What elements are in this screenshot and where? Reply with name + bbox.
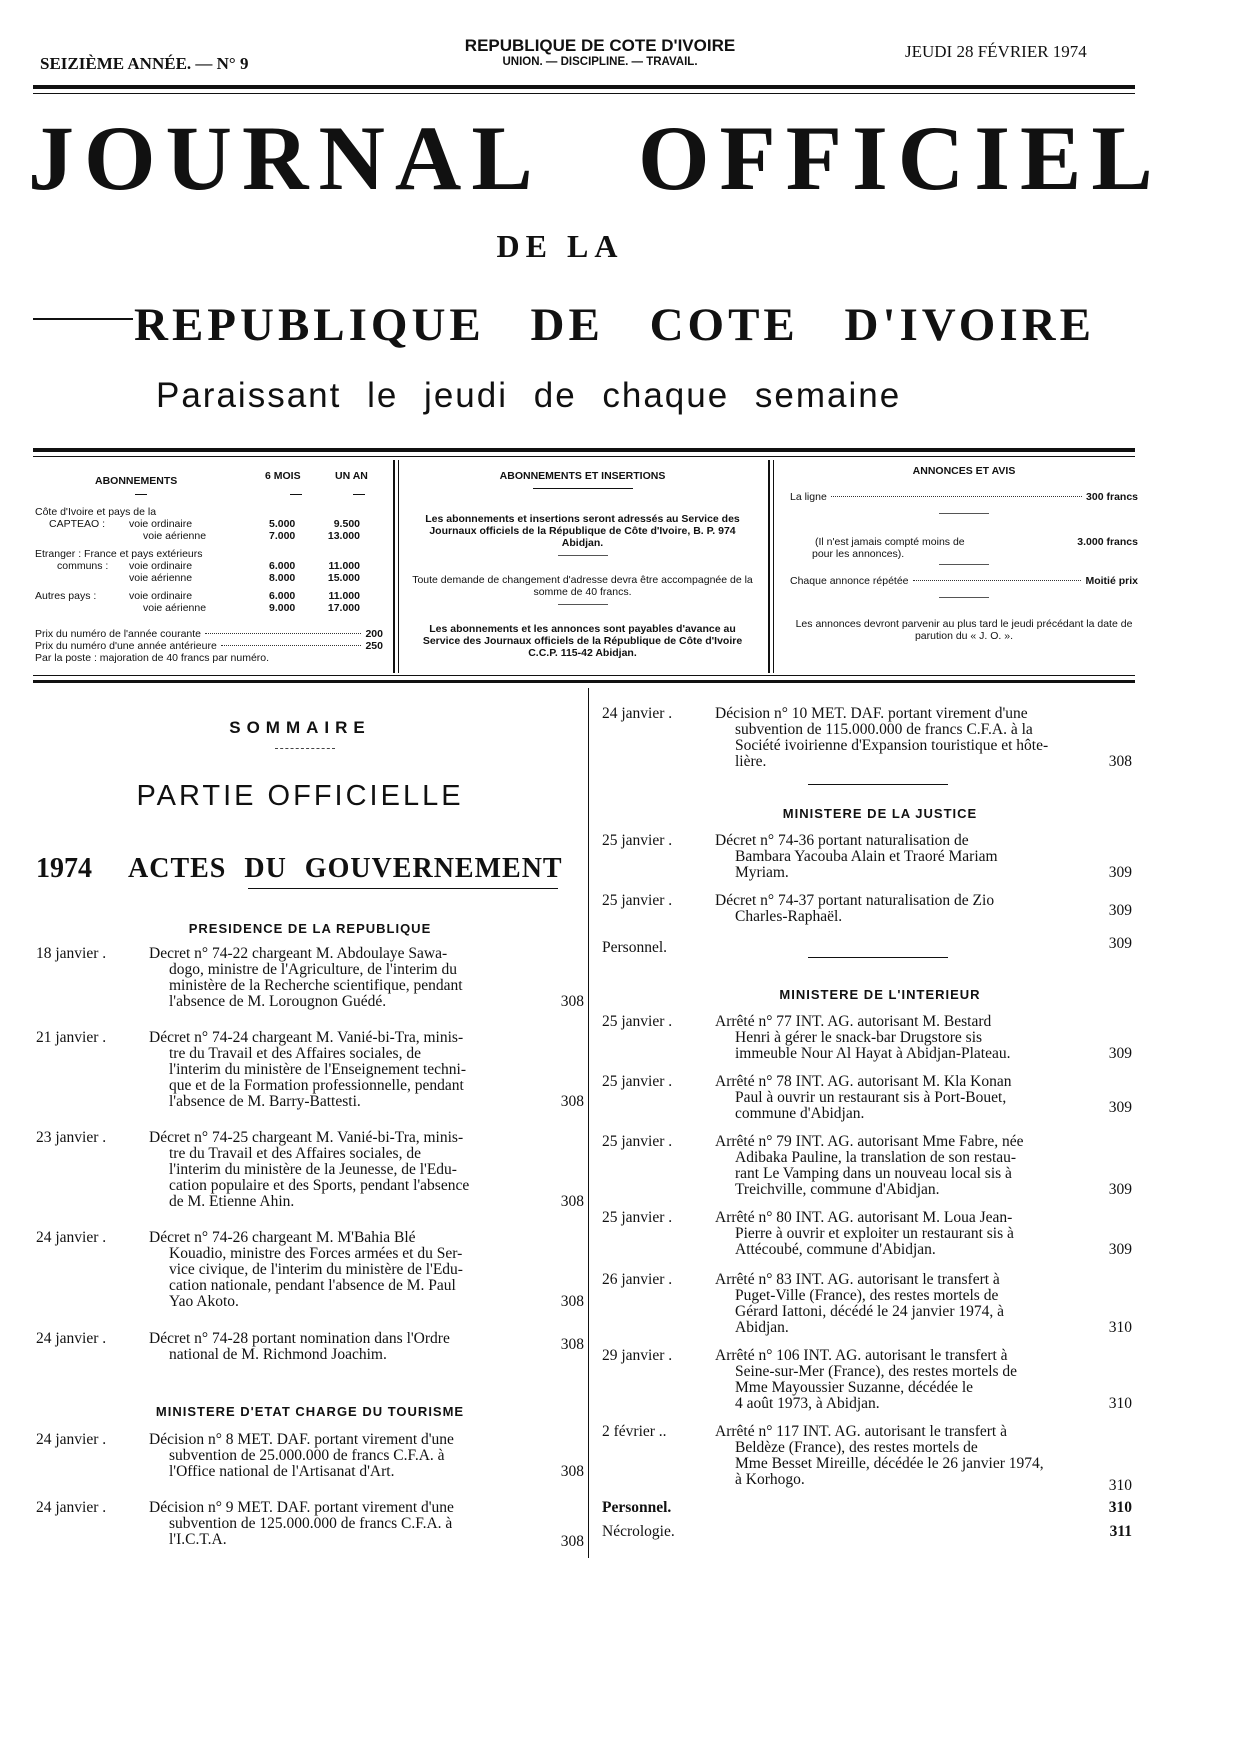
entry-line: commune d'Abidjan.	[735, 1105, 865, 1122]
actes-title: ACTES DU GOUVERNEMENT	[128, 853, 563, 884]
entry-page: 309	[1108, 864, 1132, 881]
entry-line: lière.	[735, 753, 767, 770]
payment-note: Les abonnements et les annonces sont payables d'avance au Service des Journaux officiels de la République de Côte d'Ivoire C.C.P. 115-42 Abidjan.	[422, 623, 743, 659]
entry-line: tre du Travail et des Affaires sociales, de	[169, 1145, 421, 1162]
rate-label: Etranger : France et pays extérieurs	[35, 548, 203, 560]
separator-short	[808, 957, 948, 958]
price-back-issue-value: 250	[365, 640, 383, 652]
entry-line: Arrêté n° 79 INT. AG. autorisant Mme Fabre, née	[715, 1133, 1024, 1150]
republic-title: REPUBLIQUE DE COTE D'IVOIRE	[134, 299, 1095, 351]
entry-page: 310	[1108, 1395, 1132, 1412]
entry-line: Henri à gérer le snack-bar Drugstore sis	[735, 1029, 983, 1046]
entry-line: tre du Travail et des Affaires sociales, de	[169, 1045, 421, 1062]
entry-line: Kouadio, ministre des Forces armées et du Ser-	[169, 1245, 463, 1262]
entry-line: Décision n° 10 MET. DAF. portant virement d'une	[715, 705, 1028, 722]
one-year-header: UN AN	[335, 470, 368, 482]
entry-line: Mme Besset Mireille, décédée le 26 janvier 1974,	[735, 1455, 1044, 1472]
entry-date: 24 janvier .	[36, 1499, 107, 1516]
entry-date: 2 février ..	[602, 1423, 667, 1440]
rate-label: voie ordinaire	[129, 518, 193, 530]
box-rule-top2	[33, 456, 1135, 457]
box-divider-2	[768, 460, 770, 673]
price-current-label: Prix du numéro de l'année courante	[35, 628, 202, 640]
box-divider-1	[393, 460, 395, 673]
entry-line: Myriam.	[735, 864, 789, 881]
actes-underline	[248, 888, 558, 889]
entry-line: Puget-Ville (France), des restes mortels de	[735, 1287, 999, 1304]
rate-value: 11.000	[328, 560, 360, 572]
entry-line: Décret n° 74-37 portant naturalisation de Zio	[715, 892, 995, 909]
entry-line: Société ivoirienne d'Expansion touristique et hôte-	[735, 737, 1049, 754]
rate-value: 13.000	[327, 530, 360, 542]
republic-left-stroke	[33, 318, 133, 320]
partie-officielle: PARTIE OFFICIELLE	[136, 780, 464, 812]
entry-line: Décret n° 74-24 chargeant M. Vanié-bi-Tra, minis-	[149, 1029, 464, 1046]
entry-line: Decret n° 74-22 chargeant M. Abdoulaye Sawa-	[149, 945, 448, 962]
entry-line: Décret n° 74-25 chargeant M. Vanié-bi-Tra, minis-	[149, 1129, 464, 1146]
masthead-rule-thin	[33, 93, 1135, 94]
entry-line: Décret n° 74-36 portant naturalisation de	[715, 832, 969, 849]
entry-page: 310	[1108, 1319, 1132, 1336]
publication-tagline: Paraissant le jeudi de chaque semaine	[156, 376, 902, 415]
entry-line: l'interim du ministère de l'Enseignement techni-	[169, 1061, 466, 1078]
entry-page: 308	[1108, 753, 1132, 770]
rate-value: 6.000	[269, 590, 296, 602]
entry-date: 18 janvier .	[36, 945, 107, 962]
entry-line: ministère de la Recherche scientifique, pendant	[169, 977, 463, 994]
entry-line: Abidjan.	[735, 1319, 789, 1336]
entry-page: 311	[1109, 1523, 1132, 1540]
entry-line: 4 août 1973, à Abidjan.	[735, 1395, 880, 1412]
rate-label: Autres pays :	[35, 590, 97, 602]
entry-line: Arrêté n° 78 INT. AG. autorisant M. Kla Konan	[715, 1073, 1012, 1090]
entry-page: 308	[560, 1193, 584, 1210]
section-justice: MINISTERE DE LA JUSTICE	[782, 806, 978, 821]
entry-date: 24 janvier .	[36, 1431, 107, 1448]
announcements-heading: ANNONCES ET AVIS	[912, 465, 1016, 477]
section-interieur: MINISTERE DE L'INTERIEUR	[779, 987, 981, 1002]
entry-page: 308	[560, 1463, 584, 1480]
journal-title-left: JOURNAL	[28, 107, 543, 209]
rate-label: voie ordinaire	[129, 590, 193, 602]
summary-title-rule	[275, 748, 335, 749]
entry-line: Arrêté n° 77 INT. AG. autorisant M. Bestard	[715, 1013, 992, 1030]
rate-value: 17.000	[327, 602, 360, 614]
entry-date: 23 janvier .	[36, 1129, 107, 1146]
entry-line: Gérard Iattoni, décédé le 24 janvier 1974, à	[735, 1303, 1004, 1320]
entry-date: Personnel.	[602, 939, 668, 956]
minimum-charge-value: 3.000 francs	[1077, 536, 1138, 548]
minimum-charge-note-2: pour les annonces).	[812, 548, 905, 560]
section-presidence: PRESIDENCE DE LA REPUBLIQUE	[188, 921, 432, 936]
subscriptions-heading: ABONNEMENTS	[95, 475, 178, 487]
subscriptions-section	[35, 470, 385, 664]
repeat-rate-label: Chaque annonce répétée	[790, 575, 909, 587]
entry-page: 309	[1108, 935, 1132, 952]
entry-date: 25 janvier .	[602, 1073, 673, 1090]
rate-label: voie aérienne	[143, 602, 207, 614]
entry-page: 310	[1108, 1477, 1132, 1494]
box-divider-2b	[773, 460, 774, 673]
rate-value: 7.000	[269, 530, 296, 542]
rate-label: CAPTEAO :	[49, 518, 106, 530]
entry-line: Pierre à ouvrir et exploiter un restaurant sis à	[735, 1225, 1014, 1242]
deadline-note: Les annonces devront parvenir au plus tard le jeudi précédant la date de parution du « J. O. ».	[795, 618, 1133, 642]
entry-line: Seine-sur-Mer (France), des restes mortels de	[735, 1363, 1018, 1380]
rate-label: voie aérienne	[129, 572, 193, 584]
rate-value: 11.000	[328, 590, 360, 602]
separator-short	[808, 784, 948, 785]
entry-line: Charles-Raphaël.	[735, 908, 843, 925]
actes-year: 1974	[36, 853, 92, 884]
entry-page: 308	[560, 1533, 584, 1550]
box-divider-1b	[398, 460, 399, 673]
price-current-value: 200	[365, 628, 383, 640]
entry-line: national de M. Richmond Joachim.	[169, 1346, 387, 1363]
entry-date: 24 janvier .	[36, 1330, 107, 1347]
entry-date: Personnel.	[602, 1499, 672, 1516]
entry-page: 309	[1108, 1241, 1132, 1258]
masthead-rule-thick	[33, 85, 1135, 89]
column-separator	[588, 688, 589, 1558]
address-change-note: Toute demande de changement d'adresse devra être accompagnée de la somme de 40 francs.	[412, 574, 753, 598]
entry-line: Attécoubé, commune d'Abidjan.	[735, 1241, 936, 1258]
six-months-header: 6 MOIS	[265, 470, 301, 482]
entry-line: Décret n° 74-28 portant nomination dans l'Ordre	[149, 1330, 450, 1347]
entry-line: Bambara Yacouba Alain et Traoré Mariam	[735, 848, 998, 865]
entry-line: immeuble Nour Al Hayat à Abidjan-Plateau.	[735, 1045, 1011, 1062]
journal-title-right: OFFICIEL	[638, 107, 1163, 209]
entry-date: 24 janvier .	[602, 705, 673, 722]
postage-surcharge: Par la poste : majoration de 40 francs par numéro.	[35, 652, 270, 664]
insertions-address-note: Les abonnements et insertions seront adressés au Service des Journaux officiels de la République de Côte d'Ivoire, B. P. 974 Abidjan.	[425, 513, 740, 549]
entry-date: 21 janvier .	[36, 1029, 107, 1046]
entry-line: que et de la Formation professionnelle, pendant	[169, 1077, 464, 1094]
entry-page: 308	[560, 1093, 584, 1110]
insertions-heading: ABONNEMENTS ET INSERTIONS	[499, 470, 666, 482]
rate-label: Côte d'Ivoire et pays de la	[35, 506, 157, 518]
entry-line: dogo, ministre de l'Agriculture, de l'interim du	[169, 961, 457, 978]
entry-line: Arrêté n° 106 INT. AG. autorisant le transfert à	[715, 1347, 1008, 1364]
entry-line: l'I.C.T.A.	[169, 1531, 227, 1548]
entry-date: Nécrologie.	[602, 1523, 675, 1540]
entry-line: cation populaire et des Sports, pendant l'absence	[169, 1177, 470, 1194]
entry-line: à Korhogo.	[735, 1471, 805, 1488]
rate-value: 15.000	[327, 572, 360, 584]
entry-line: cation nationale, pendant l'absence de M. Paul	[169, 1277, 456, 1294]
national-motto: UNION. — DISCIPLINE. — TRAVAIL.	[502, 56, 698, 68]
entry-page: 309	[1108, 902, 1132, 919]
entry-line: Mme Mayoussier Suzanne, décédée le	[735, 1379, 974, 1396]
line-rate-value: 300 francs	[1086, 491, 1138, 503]
entry-page: 308	[560, 1293, 584, 1310]
entry-line: l'absence de M. Barry-Battesti.	[169, 1093, 361, 1110]
entry-line: l'absence de M. Lorougnon Guédé.	[169, 993, 387, 1010]
entry-line: rant Le Vamping dans un nouveau local sis à	[735, 1165, 1012, 1182]
entry-line: Arrêté n° 80 INT. AG. autorisant M. Loua Jean-	[715, 1209, 1013, 1226]
entry-page: 308	[560, 993, 584, 1010]
rate-label: voie ordinaire	[129, 560, 193, 572]
rate-label: communs :	[57, 560, 109, 572]
issue-date: JEUDI 28 FÉVRIER 1974	[905, 42, 1087, 61]
entry-line: Arrêté n° 117 INT. AG. autorisant le transfert à	[715, 1423, 1007, 1440]
entry-date: 26 janvier .	[602, 1271, 673, 1288]
entry-line: Adibaka Pauline, la translation de son restau-	[735, 1149, 1017, 1166]
entry-date: 25 janvier .	[602, 1013, 673, 1030]
entry-line: l'Office national de l'Artisanat d'Art.	[169, 1463, 395, 1480]
entry-page: 309	[1108, 1099, 1132, 1116]
insertions-section	[410, 470, 755, 659]
box-rule-bottom2	[33, 680, 1135, 683]
entry-line: vice civique, de l'interim du ministère de l'Edu-	[169, 1261, 463, 1278]
entry-line: Arrêté n° 83 INT. AG. autorisant le transfert à	[715, 1271, 1000, 1288]
rate-value: 5.000	[269, 518, 296, 530]
entry-line: Décision n° 8 MET. DAF. portant virement d'une	[149, 1431, 454, 1448]
subscription-rates-table	[35, 506, 390, 614]
box-rule-bottom1	[33, 675, 1135, 676]
entry-line: subvention de 125.000.000 de francs C.F.A. à	[169, 1515, 453, 1532]
entry-date: 25 janvier .	[602, 1209, 673, 1226]
rate-label: voie aérienne	[143, 530, 207, 542]
entry-date: 25 janvier .	[602, 1133, 673, 1150]
minimum-charge-note: (Il n'est jamais compté moins de	[815, 536, 965, 548]
entry-page: 309	[1108, 1045, 1132, 1062]
repeat-rate-value: Moitié prix	[1085, 575, 1138, 587]
entry-line: Décision n° 9 MET. DAF. portant virement d'une	[149, 1499, 454, 1516]
country-header: REPUBLIQUE DE COTE D'IVOIRE	[464, 36, 736, 55]
de-la: DE LA	[496, 228, 624, 264]
entry-line: Beldèze (France), des restes mortels de	[735, 1439, 978, 1456]
entry-line: Décret n° 74-26 chargeant M. M'Bahia Blé	[149, 1229, 416, 1246]
entry-page: 309	[1108, 1181, 1132, 1198]
entry-line: de M. Etienne Ahin.	[169, 1193, 295, 1210]
entry-date: 24 janvier .	[36, 1229, 107, 1246]
entry-page: 310	[1108, 1499, 1132, 1516]
entry-line: subvention de 25.000.000 de francs C.F.A. à	[169, 1447, 445, 1464]
entry-date: 25 janvier .	[602, 892, 673, 909]
rate-value: 8.000	[269, 572, 296, 584]
rate-value: 6.000	[269, 560, 296, 572]
entry-line: l'interim du ministère de la Jeunesse, de l'Edu-	[169, 1161, 457, 1178]
entry-date: 25 janvier .	[602, 832, 673, 849]
entry-line: Yao Akoto.	[169, 1293, 239, 1310]
rate-value: 9.000	[269, 602, 296, 614]
box-rule-top1	[33, 448, 1135, 452]
entry-page: 308	[560, 1336, 584, 1353]
section-tourisme: MINISTERE D'ETAT CHARGE DU TOURISME	[155, 1404, 465, 1419]
entry-line: Paul à ouvrir un restaurant sis à Port-Bouet,	[735, 1089, 1007, 1106]
rate-value: 9.500	[333, 518, 360, 530]
entry-line: Treichville, commune d'Abidjan.	[735, 1181, 940, 1198]
line-rate-label: La ligne	[790, 491, 827, 503]
entry-date: 29 janvier .	[602, 1347, 673, 1364]
announcements-section	[790, 465, 1138, 642]
price-back-issue-label: Prix du numéro d'une année antérieure	[35, 640, 217, 652]
edition-number: SEIZIÈME ANNÉE. — N° 9	[40, 54, 249, 73]
entry-line: subvention de 115.000.000 de francs C.F.A. à la	[735, 721, 1033, 738]
summary-title: SOMMAIRE	[229, 718, 371, 737]
